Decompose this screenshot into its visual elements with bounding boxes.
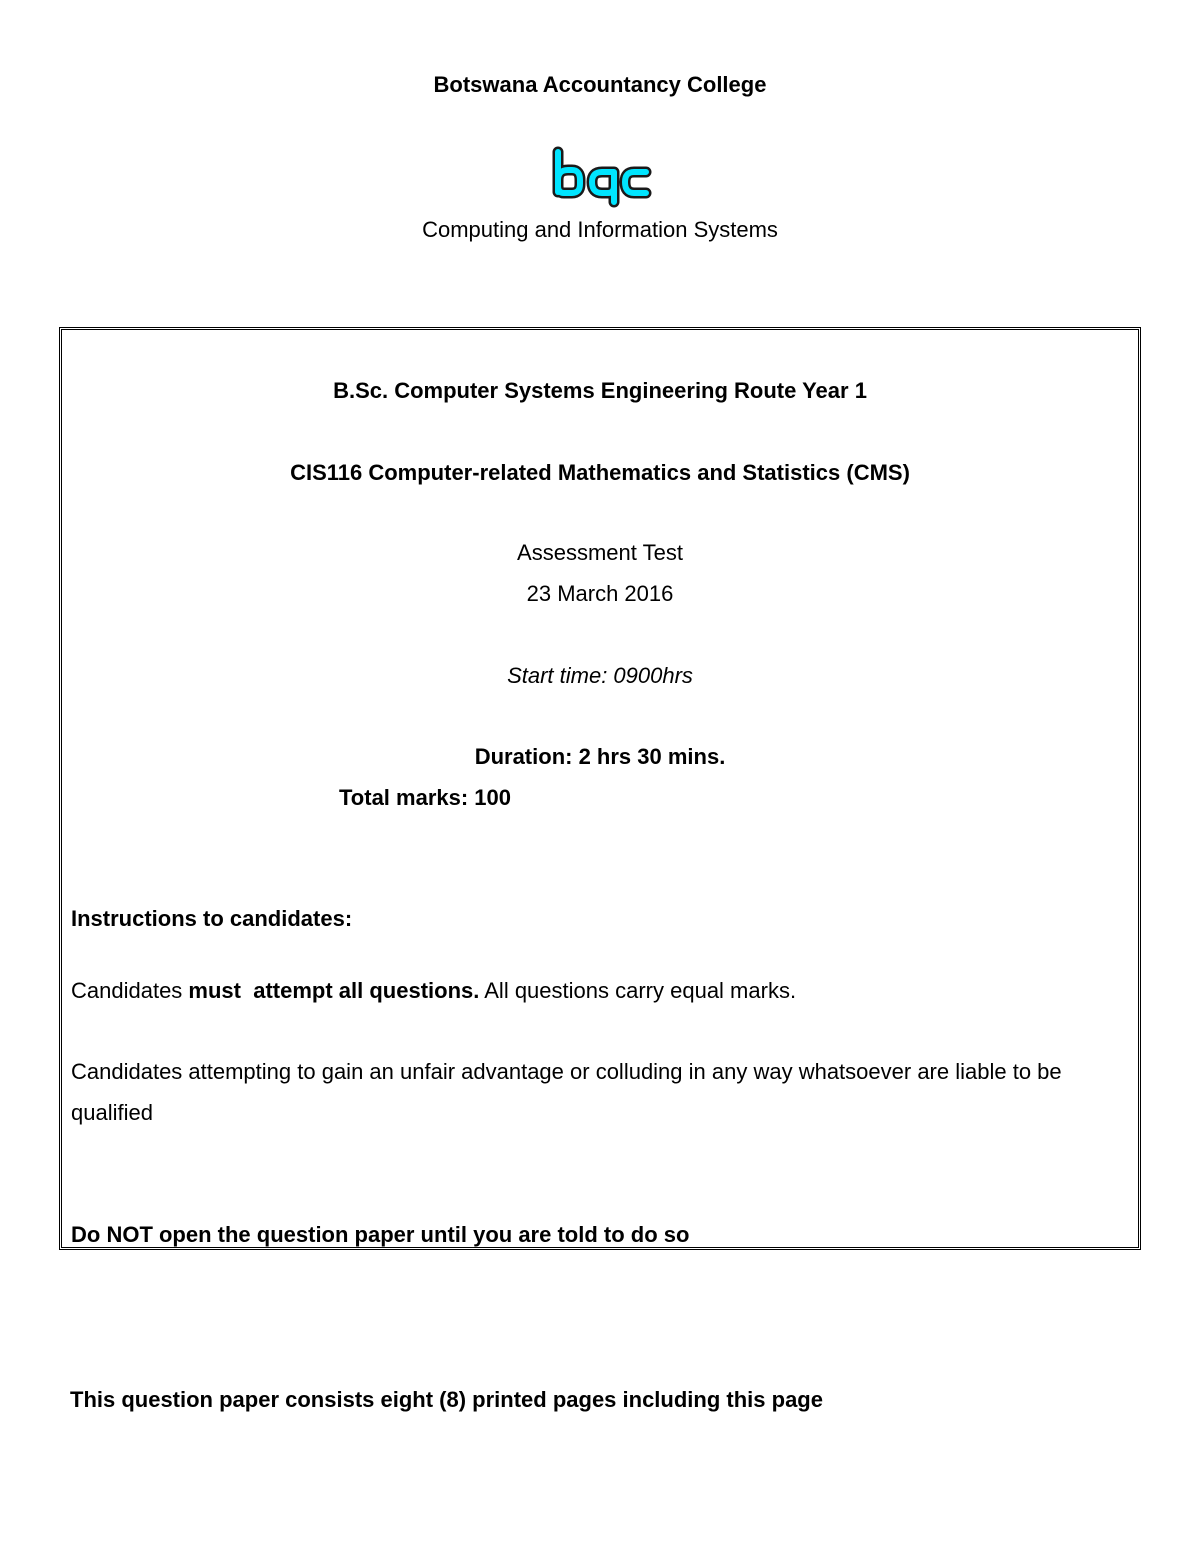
- do-not-open-notice: Do NOT open the question paper until you are told to do so: [71, 1222, 690, 1247]
- college-name: Botswana Accountancy College: [433, 72, 767, 97]
- module-title: CIS116 Computer-related Mathematics and Statistics (CMS): [290, 460, 910, 485]
- instruction-attempt-all-emphasis: must attempt all questions.: [188, 978, 480, 1003]
- instruction-attempt-all: [71, 978, 796, 1004]
- instruction-unfair-advantage: Candidates attempting to gain an unfair advantage or colluding in any way whatsoever are liable to be qualified: [71, 1059, 1062, 1125]
- assessment-type: Assessment Test: [517, 540, 683, 565]
- duration: Duration: 2 hrs 30 mins.: [474, 744, 726, 769]
- instruction-attempt-all-suffix: All questions carry equal marks.: [479, 978, 797, 1003]
- department-name: Computing and Information Systems: [422, 217, 778, 242]
- instruction-attempt-all-prefix: Candidates: [71, 978, 189, 1003]
- total-marks: Total marks: 100: [339, 785, 512, 810]
- start-time: Start time: 0900hrs: [507, 663, 693, 688]
- instructions-heading: Instructions to candidates:: [71, 906, 353, 931]
- page-count-note: This question paper consists eight (8) printed pages including this page: [70, 1387, 823, 1412]
- assessment-date: 23 March 2016: [526, 581, 674, 606]
- bac-logo: [548, 146, 652, 208]
- programme-title: B.Sc. Computer Systems Engineering Route Year 1: [333, 378, 867, 403]
- cover-box: [59, 327, 1141, 1250]
